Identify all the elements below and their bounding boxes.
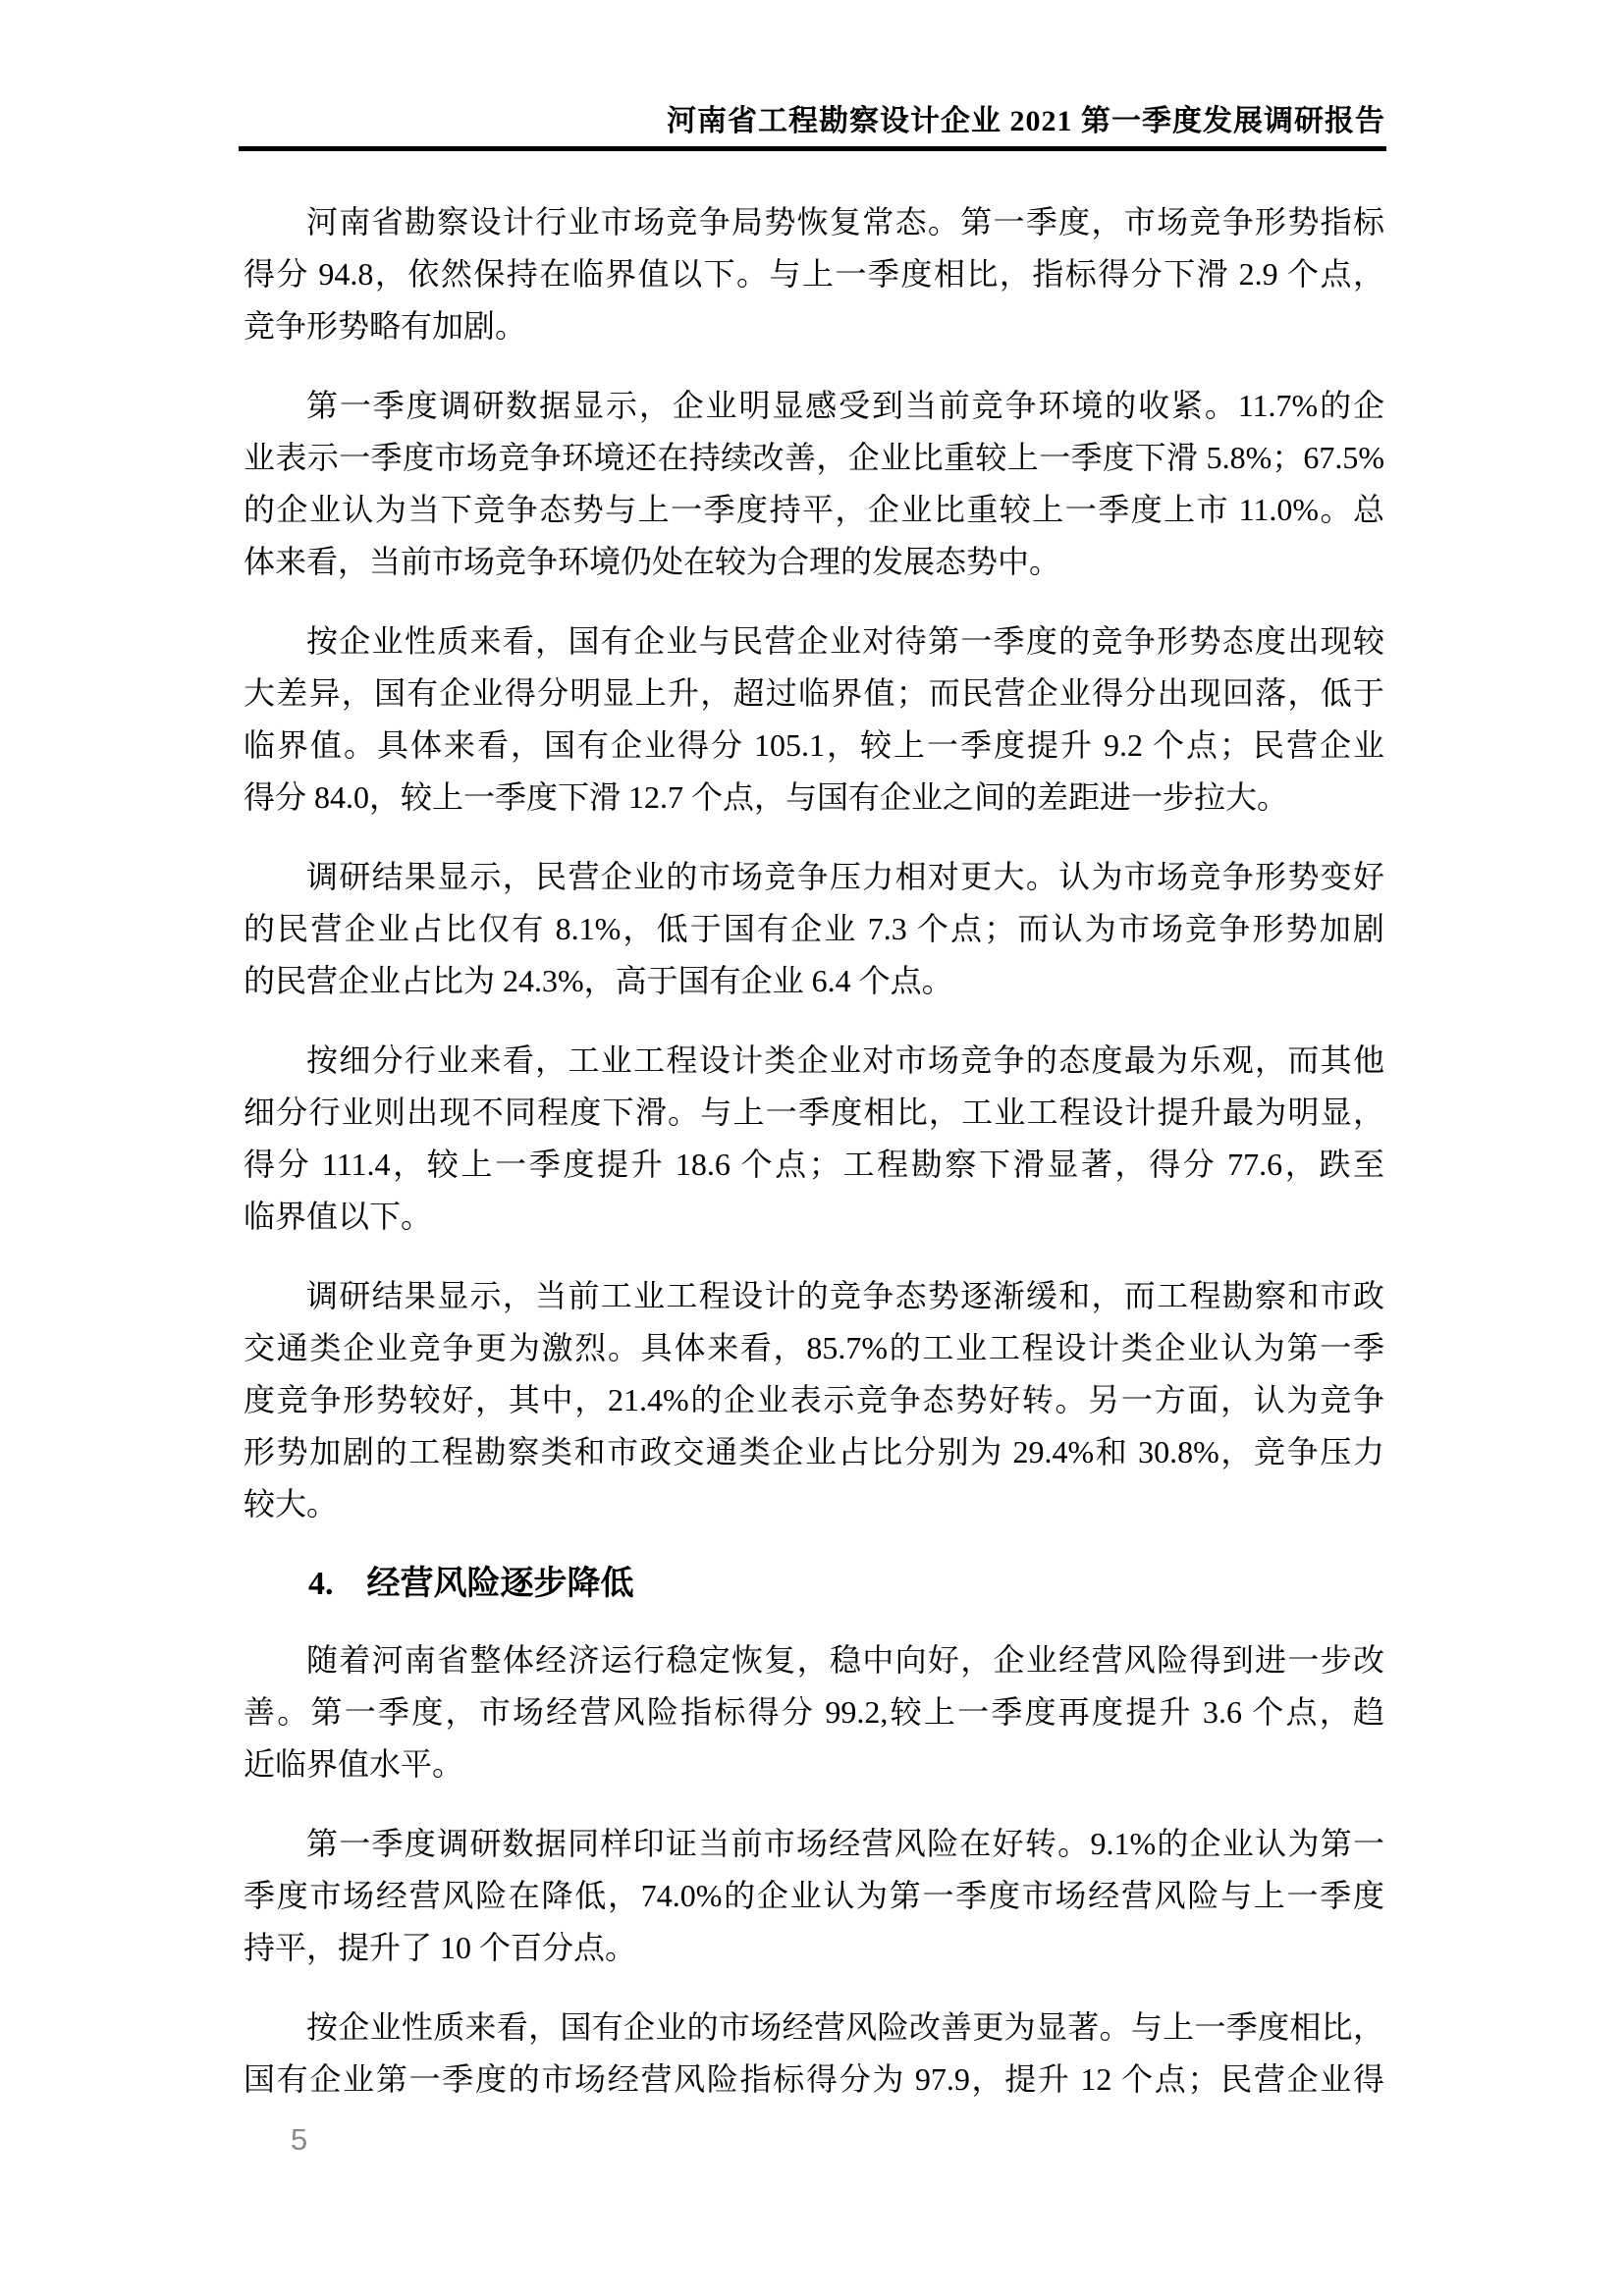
text-line: 临界值以下。 bbox=[244, 1199, 433, 1234]
text-line: 形势加剧的工程勘察类和市政交通类企业占比分别为 29.4%和 30.8%，竞争压力 bbox=[244, 1434, 1384, 1469]
page-number: 5 bbox=[291, 2122, 308, 2157]
text-line: 得分 111.4，较上一季度提升 18.6 个点；工程勘察下滑显著，得分 77.6，跌至 bbox=[244, 1147, 1384, 1182]
text-line: 季度市场经营风险在降低，74.0%的企业认为第一季度市场经营风险与上一季度 bbox=[244, 1878, 1384, 1913]
text-line: 持平，提升了 10 个百分点。 bbox=[244, 1930, 637, 1965]
text-line: 按细分行业来看，工业工程设计类企业对市场竞争的态度最为乐观，而其他 bbox=[306, 1042, 1384, 1078]
text-line: 大差异，国有企业得分明显上升，超过临界值；而民营企业得分出现回落，低于 bbox=[244, 675, 1384, 711]
section-number: 4. bbox=[308, 1566, 334, 1602]
header-divider bbox=[239, 146, 1386, 151]
text-line: 近临界值水平。 bbox=[244, 1746, 464, 1782]
paragraph bbox=[244, 380, 1384, 588]
text-line: 细分行业则出现不同程度下滑。与上一季度相比，工业工程设计提升最为明显， bbox=[244, 1095, 1384, 1130]
section-title: 经营风险逐步降低 bbox=[366, 1566, 634, 1602]
text-line: 第一季度调研数据同样印证当前市场经营风险在好转。9.1%的企业认为第一 bbox=[306, 1826, 1384, 1861]
text-line: 的民营企业占比为 24.3%，高于国有企业 6.4 个点。 bbox=[244, 963, 953, 998]
text-line: 按企业性质来看，国有企业与民营企业对待第一季度的竞争形势态度出现较 bbox=[306, 623, 1384, 659]
text-line: 较大。 bbox=[244, 1486, 339, 1522]
text-line: 河南省勘察设计行业市场竞争局势恢复常态。第一季度，市场竞争形势指标 bbox=[306, 204, 1384, 240]
text-line: 的民营企业占比仅有 8.1%，低于国有企业 7.3 个点；而认为市场竞争形势加剧 bbox=[244, 911, 1384, 946]
text-line: 度竞争形势较好，其中，21.4%的企业表示竞争态势好转。另一方面，认为竞争 bbox=[244, 1382, 1384, 1417]
paragraph bbox=[244, 1270, 1384, 1530]
text-line: 得分 84.0，较上一季度下滑 12.7 个点，与国有企业之间的差距进一步拉大。 bbox=[244, 779, 1289, 815]
text-line: 的企业认为当下竞争态势与上一季度持平，企业比重较上一季度上市 11.0%。总 bbox=[244, 492, 1384, 527]
text-line: 国有企业第一季度的市场经营风险指标得分为 97.9，提升 12 个点；民营企业得 bbox=[244, 2061, 1384, 2097]
text-line: 调研结果显示，民营企业的市场竞争压力相对更大。认为市场竞争形势变好 bbox=[306, 859, 1384, 894]
document-body bbox=[244, 196, 1384, 2133]
paragraph bbox=[244, 2002, 1384, 2106]
paragraph bbox=[244, 1035, 1384, 1243]
text-line: 善。第一季度，市场经营风险指标得分 99.2,较上一季度再度提升 3.6 个点，趋 bbox=[244, 1694, 1384, 1730]
running-header-title: 河南省工程勘察设计企业 2021 第一季度发展调研报告 bbox=[667, 105, 1385, 137]
text-line: 临界值。具体来看，国有企业得分 105.1，较上一季度提升 9.2 个点；民营企业 bbox=[244, 727, 1384, 763]
text-line: 第一季度调研数据显示，企业明显感受到当前竞争环境的收紧。11.7%的企 bbox=[306, 388, 1384, 423]
text-line: 按企业性质来看，国有企业的市场经营风险改善更为显著。与上一季度相比， bbox=[306, 2009, 1384, 2045]
paragraph bbox=[244, 851, 1384, 1007]
text-line: 竞争形势略有加剧。 bbox=[244, 308, 527, 344]
paragraph bbox=[244, 615, 1384, 824]
text-line: 调研结果显示，当前工业工程设计的竞争态势逐渐缓和，而工程勘察和市政 bbox=[306, 1278, 1384, 1313]
paragraph bbox=[244, 1634, 1384, 1790]
text-line: 随着河南省整体经济运行稳定恢复，稳中向好，企业经营风险得到进一步改 bbox=[306, 1642, 1384, 1678]
text-line: 业表示一季度市场竞争环境还在持续改善，企业比重较上一季度下滑 5.8%；67.5% bbox=[244, 440, 1384, 475]
text-line: 体来看，当前市场竞争环境仍处在较为合理的发展态势中。 bbox=[244, 544, 1061, 579]
paragraph bbox=[244, 196, 1384, 352]
paragraph bbox=[244, 1818, 1384, 1974]
text-line: 得分 94.8，依然保持在临界值以下。与上一季度相比，指标得分下滑 2.9 个点， bbox=[244, 256, 1384, 292]
section-heading bbox=[244, 1558, 1384, 1610]
text-line: 交通类企业竞争更为激烈。具体来看，85.7%的工业工程设计类企业认为第一季 bbox=[244, 1330, 1384, 1365]
